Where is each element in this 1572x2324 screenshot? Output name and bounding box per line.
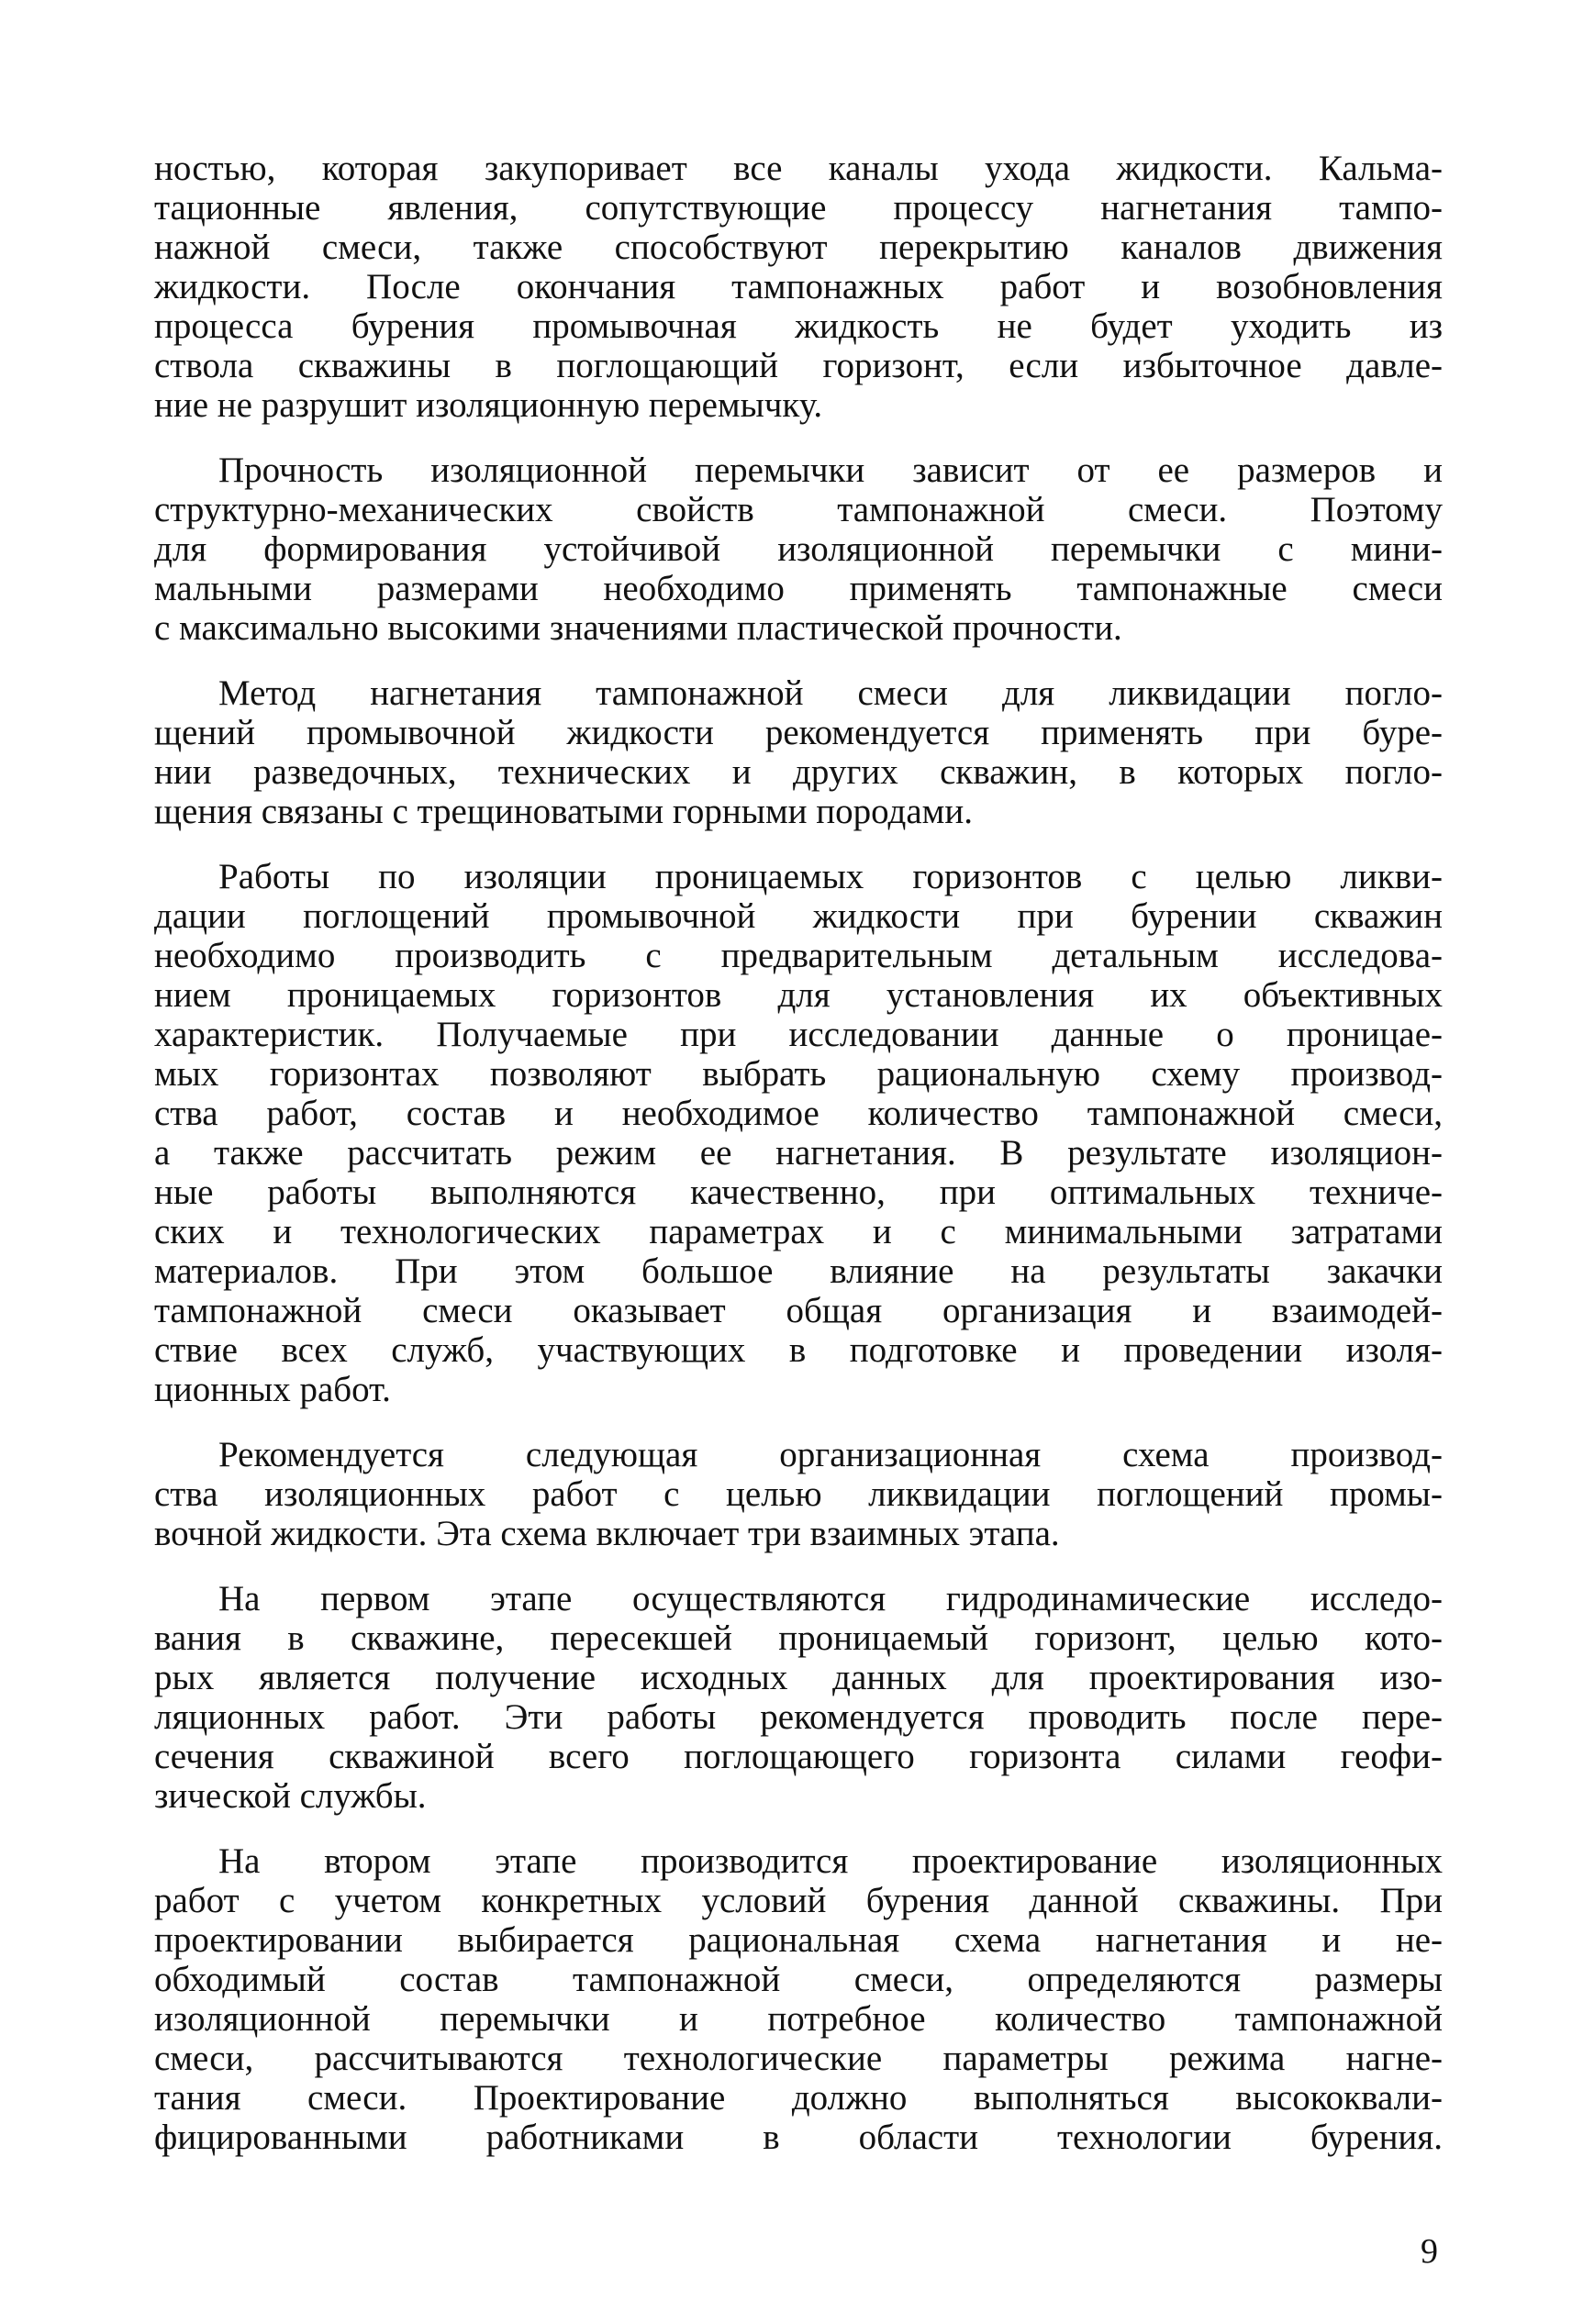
paragraph [154,857,1443,1409]
text-line: с максимально высокими значениями пластической прочности. [154,608,1122,648]
text-line: ционных работ. [154,1370,391,1409]
text-line: щений промывочной жидкости рекомендуется применять при буре- [154,713,1443,752]
text-line: зической службы. [154,1776,427,1816]
text-line: Работы по изоляции проницаемых горизонтов с целью ликви- [218,857,1443,896]
text-line: рых является получение исходных данных для проектирования изо- [154,1658,1443,1697]
text-line: нием проницаемых горизонтов для установления их объективных [154,975,1443,1015]
text-line: мых горизонтах позволяют выбрать рациональную схему производ- [154,1054,1443,1094]
text-line: нии разведочных, технических и других скважин, в которых погло- [154,752,1443,792]
text-line: структурно-механических свойств тампонажной смеси. Поэтому [154,490,1443,529]
text-line: дации поглощений промывочной жидкости при бурении скважин [154,896,1443,936]
text-line: мальными размерами необходимо применять тампонажные смеси [154,569,1443,608]
page-number: 9 [1421,2232,1438,2271]
paragraph [154,149,1443,425]
text-line: ствие всех служб, участвующих в подготовке и проведении изоля- [154,1330,1443,1370]
text-line: ностью, которая закупоривает все каналы ухода жидкости. Кальма- [154,149,1443,188]
text-line: проектировании выбирается рациональная схема нагнетания и не- [154,1920,1443,1960]
text-line: характеристик. Получаемые при исследовании данные о проницае- [154,1015,1443,1054]
text-line: процесса бурения промывочная жидкость не будет уходить из [154,306,1443,346]
text-line: На втором этапе производится проектирование изоляционных [218,1841,1443,1881]
text-line: ства изоляционных работ с целью ликвидации поглощений промы- [154,1474,1443,1514]
text-line: тампонажной смеси оказывает общая организация и взаимодей- [154,1291,1443,1330]
text-line: обходимый состав тампонажной смеси, определяются размеры [154,1960,1443,1999]
text-line: На первом этапе осуществляются гидродинамические исследо- [218,1579,1443,1618]
paragraph [154,1579,1443,1816]
text-line: ние не разрушит изоляционную перемычку. [154,385,823,425]
paragraph [154,673,1443,831]
text-line: материалов. При этом большое влияние на результаты закачки [154,1251,1443,1291]
text-line: ства работ, состав и необходимое количество тампонажной смеси, [154,1094,1443,1133]
text-line: работ с учетом конкретных условий бурения данной скважины. При [154,1881,1443,1920]
text-line: смеси, рассчитываются технологические параметры режима нагне- [154,2039,1443,2078]
text-line: ляционных работ. Эти работы рекомендуется проводить после пере- [154,1697,1443,1737]
text-line: ских и технологических параметрах и с минимальными затратами [154,1212,1443,1251]
text-line: Прочность изоляционной перемычки зависит от ее размеров и [218,450,1443,490]
text-line: сечения скважиной всего поглощающего горизонта силами геофи- [154,1737,1443,1776]
text-line: Рекомендуется следующая организационная схема производ- [218,1435,1443,1474]
text-line: жидкости. После окончания тампонажных работ и возобновления [154,267,1443,306]
text-line: а также рассчитать режим ее нагнетания. В результате изоляцион- [154,1133,1443,1173]
text-line: фицированными работниками в области технологии бурения. [154,2118,1443,2157]
text-line: нажной смеси, также способствуют перекрытию каналов движения [154,228,1443,267]
text-line: щения связаны с трещиноватыми горными породами. [154,792,973,831]
text-line: вания в скважине, пересекшей проницаемый горизонт, целью кото- [154,1618,1443,1658]
text-line: тационные явления, сопутствующие процессу нагнетания тампо- [154,188,1443,228]
text-line: вочной жидкости. Эта схема включает три взаимных этапа. [154,1514,1060,1553]
text-line: Метод нагнетания тампонажной смеси для ликвидации погло- [218,673,1443,713]
paragraph [154,1841,1443,2157]
paragraph [154,1435,1443,1553]
page-body [154,149,1443,2183]
text-line: необходимо производить с предварительным детальным исследова- [154,936,1443,975]
text-line: тания смеси. Проектирование должно выполняться высококвали- [154,2078,1443,2118]
paragraph [154,450,1443,648]
text-line: изоляционной перемычки и потребное количество тампонажной [154,1999,1443,2039]
text-line: ные работы выполняются качественно, при оптимальных техниче- [154,1173,1443,1212]
text-line: для формирования устойчивой изоляционной перемычки с мини- [154,529,1443,569]
text-line: ствола скважины в поглощающий горизонт, если избыточное давле- [154,346,1443,385]
